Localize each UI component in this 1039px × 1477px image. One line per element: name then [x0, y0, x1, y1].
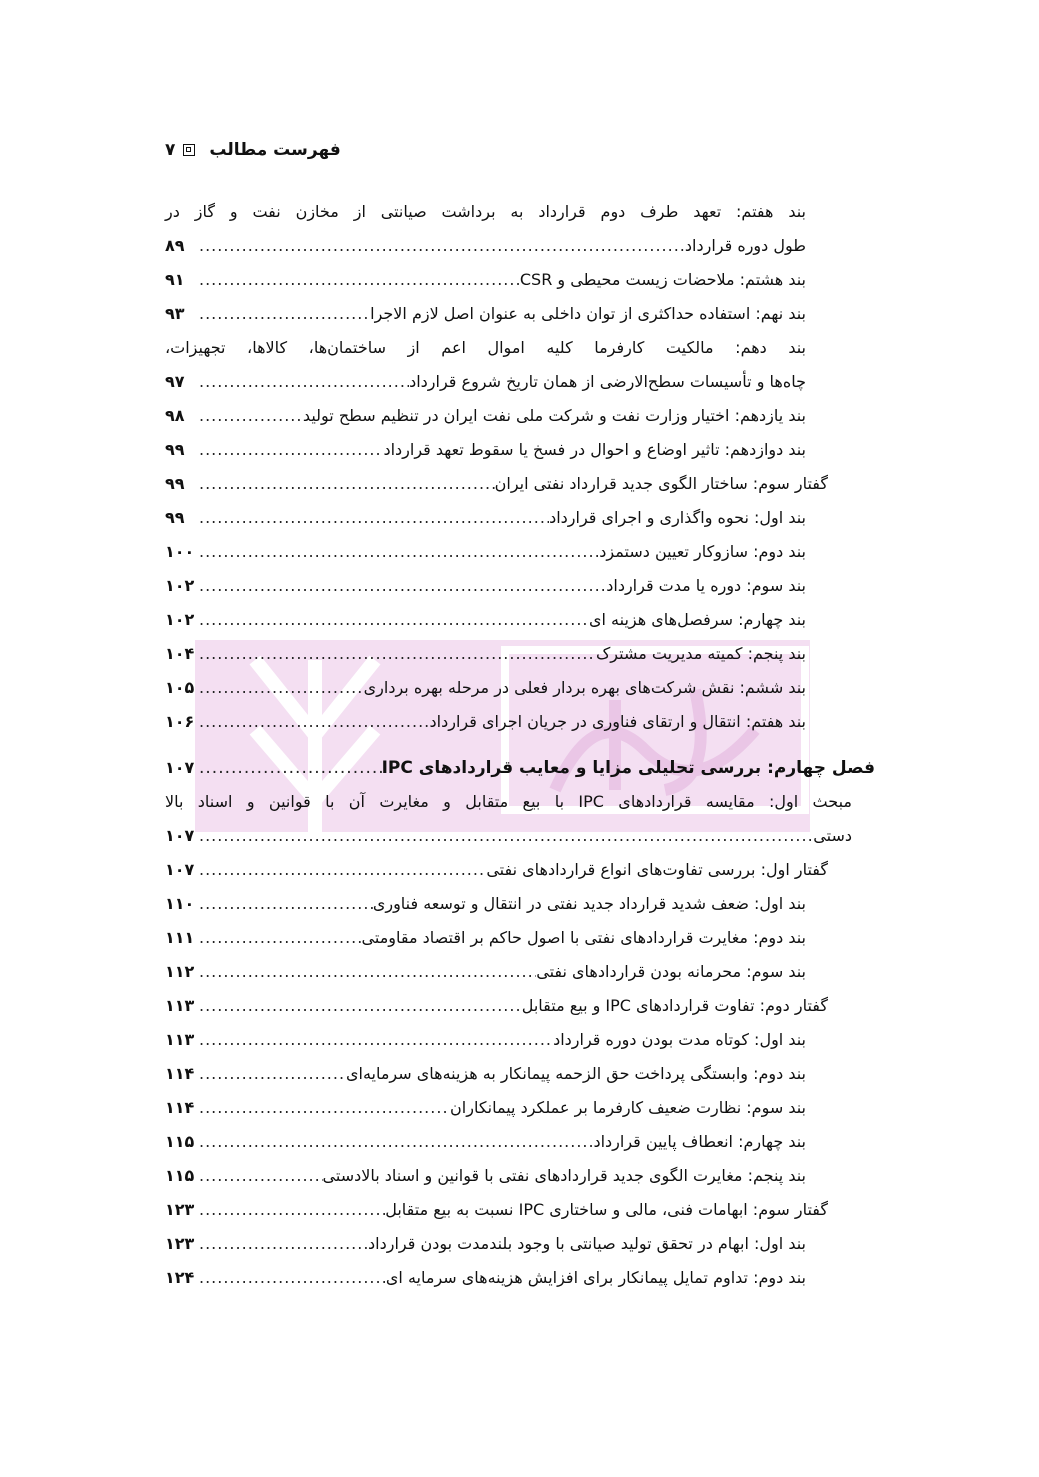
toc-entry[interactable]: [165, 785, 875, 819]
toc-entry-page: ۹۳: [165, 304, 185, 323]
toc-entry-page: ۱۱۳: [165, 1030, 195, 1049]
toc-entry-title: بند هفتم: تعهد طرف دوم قرارداد به برداشت صیانتی از مخازن نفت و گاز در: [165, 202, 806, 221]
toc-entry-page: ۹۸: [165, 406, 185, 425]
toc-entry-title: بند دهم: مالکیت کارفرما کلیه اموال اعم از ساختمان‌ها، کالاها، تجهیزات،: [165, 338, 806, 357]
toc-entry[interactable]: [165, 229, 875, 263]
table-of-contents: [165, 195, 875, 1295]
toc-entry[interactable]: [165, 297, 875, 331]
dot-leader: [199, 297, 370, 331]
toc-entry-page: ۱۰۲: [165, 576, 195, 595]
toc-entry[interactable]: [165, 887, 875, 921]
toc-entry-page: ۱۰۷: [165, 758, 195, 777]
dot-leader: [199, 399, 303, 433]
dot-leader: [199, 989, 522, 1023]
toc-entry-page: ۱۱۴: [165, 1098, 195, 1117]
toc-entry[interactable]: [165, 1057, 875, 1091]
dot-leader: [199, 819, 813, 853]
framed-square-icon: [183, 144, 195, 156]
toc-entry[interactable]: [165, 705, 875, 739]
toc-entry-title: بند چهارم: سرفصل‌های هزینه ای: [589, 610, 806, 629]
toc-entry-title: بند هشتم: ملاحضات زیست محیطی و CSR: [519, 270, 806, 289]
header-title: فهرست مطالب: [209, 140, 341, 160]
dot-leader: [199, 1227, 368, 1261]
toc-entry-title: بند پنجم: کمیته مدیریت مشترک: [595, 644, 806, 663]
toc-entry-title: بند سوم: نظارت ضعیف کارفرما بر عملکرد پیمانکاران: [450, 1098, 806, 1117]
toc-entry-page: ۱۱۵: [165, 1166, 195, 1185]
toc-entry-title: گفتار سوم: ابهامات فنی، مالی و ساختاری IPC نسبت به بیع متقابل: [385, 1200, 828, 1219]
toc-entry-title: بند دوازدهم: تاثیر اوضاع و احوال در فسخ یا سقوط تعهد قرارداد: [383, 440, 806, 459]
toc-entry[interactable]: [165, 671, 875, 705]
dot-leader: [199, 853, 486, 887]
toc-entry-title: فصل چهارم: بررسی تحلیلی مزایا و معایب قراردادهای IPC: [381, 758, 875, 778]
dot-leader: [199, 1261, 386, 1295]
dot-leader: [199, 751, 382, 785]
dot-leader: [199, 433, 383, 467]
toc-entry[interactable]: [165, 1125, 875, 1159]
toc-entry-title: بند سوم: دوره یا مدت قرارداد: [606, 576, 806, 595]
toc-entry-title: گفتار اول: بررسی تفاوت‌های انواع قراردادهای نفتی: [486, 860, 828, 879]
page-number: ۷: [165, 140, 176, 160]
toc-entry[interactable]: [165, 1261, 875, 1295]
dot-leader: [199, 467, 495, 501]
dot-leader: [199, 637, 596, 671]
toc-entry-title: بند دوم: سازوکار تعیین دستمزد: [599, 542, 806, 561]
toc-entry-page: ۱۱۱: [165, 928, 195, 947]
toc-entry-page: ۱۰۵: [165, 678, 195, 697]
toc-entry-page: ۱۱۳: [165, 996, 195, 1015]
toc-entry-page: ۱۲۳: [165, 1200, 195, 1219]
toc-entry-title: گفتار سوم: ساختار الگوی جدید قرارداد نفتی ایران: [494, 474, 828, 493]
toc-entry-page: ۱۰۷: [165, 860, 195, 879]
toc-entry[interactable]: [165, 399, 875, 433]
toc-entry[interactable]: [165, 1023, 875, 1057]
dot-leader: [199, 365, 409, 399]
dot-leader: [199, 229, 685, 263]
toc-entry[interactable]: [165, 263, 875, 297]
toc-entry-page: ۱۲۴: [165, 1268, 195, 1287]
toc-entry-page: ۱۰۶: [165, 712, 195, 731]
toc-entry[interactable]: [165, 365, 875, 399]
dot-leader: [199, 603, 589, 637]
toc-entry[interactable]: [165, 955, 875, 989]
dot-leader: [199, 1057, 346, 1091]
running-header: [165, 140, 341, 160]
toc-entry[interactable]: [165, 989, 875, 1023]
toc-entry[interactable]: [165, 433, 875, 467]
toc-entry-title: بند چهارم: انعطاف پایین قرارداد: [593, 1132, 806, 1151]
toc-entry-title: بند دوم: تداوم تمایل پیمانکار برای افزایش هزینه‌های سرمایه ای: [385, 1268, 806, 1287]
toc-entry-page: ۱۰۰: [165, 542, 195, 561]
toc-entry-title: گفتار دوم: تفاوت قراردادهای IPC و بیع متقابل: [521, 996, 828, 1015]
toc-entry[interactable]: [165, 637, 875, 671]
toc-entry[interactable]: [165, 1159, 875, 1193]
toc-entry-page: ۱۱۰: [165, 894, 195, 913]
toc-entry-page: ۱۰۴: [165, 644, 195, 663]
dot-leader: [199, 955, 536, 989]
toc-entry[interactable]: [165, 853, 875, 887]
toc-entry-page: ۱۱۲: [165, 962, 195, 981]
dot-leader: [199, 1125, 593, 1159]
toc-entry-title: بند نهم: استفاده حداکثری از توان داخلی به عنوان اصل لازم الاجرا: [370, 304, 806, 323]
toc-entry-page: ۹۹: [165, 508, 185, 527]
toc-entry[interactable]: [165, 1193, 875, 1227]
toc-entry-page: ۹۹: [165, 474, 185, 493]
toc-entry[interactable]: [165, 751, 875, 785]
dot-leader: [199, 263, 520, 297]
dot-leader: [199, 1193, 385, 1227]
dot-leader: [199, 501, 549, 535]
toc-entry[interactable]: [165, 1227, 875, 1261]
dot-leader: [199, 569, 606, 603]
toc-entry-page: ۸۹: [165, 236, 185, 255]
dot-leader: [199, 887, 373, 921]
toc-entry-title: بند اول: نحوه واگذاری و اجرای قرارداد: [549, 508, 806, 527]
toc-entry[interactable]: [165, 501, 875, 535]
toc-entry-page: ۱۰۷: [165, 826, 195, 845]
toc-entry-title: بند اول: کوتاه مدت بودن دوره قرارداد: [553, 1030, 806, 1049]
toc-entry-title: بند اول: ابهام در تحقق تولید صیانتی با وجود بلندمدت بودن قرارداد: [368, 1234, 806, 1253]
toc-entry-page: ۱۲۳: [165, 1234, 195, 1253]
dot-leader: [199, 671, 364, 705]
toc-entry-title: بند دوم: مغایرت قراردادهای نفتی با اصول حاکم بر اقتصاد مقاومتی: [361, 928, 806, 947]
toc-entry-page: ۱۱۵: [165, 1132, 195, 1151]
dot-leader: [199, 1023, 553, 1057]
toc-entry-title: بند اول: ضعف شدید قرارداد جدید نفتی در انتقال و توسعه فناوری: [372, 894, 806, 913]
toc-entry[interactable]: [165, 467, 875, 501]
toc-entry[interactable]: [165, 331, 875, 365]
dot-leader: [199, 1091, 450, 1125]
toc-entry[interactable]: [165, 535, 875, 569]
toc-entry-title: مبحث اول: مقایسه قراردادهای IPC با بیع متقابل و مغایرت آن با قوانین و اسناد بالا: [165, 792, 852, 811]
toc-entry-title: بند دوم: وابستگی پرداخت حق الزحمه پیمانکار به هزینه‌های سرمایه‌ای: [345, 1064, 806, 1083]
dot-leader: [199, 535, 599, 569]
dot-leader: [199, 1159, 323, 1193]
toc-entry-page: ۹۱: [165, 270, 185, 289]
toc-entry[interactable]: [165, 921, 875, 955]
toc-entry-title: طول دوره قرارداد: [684, 236, 806, 255]
dot-leader: [199, 705, 430, 739]
toc-entry[interactable]: [165, 195, 875, 229]
toc-entry-page: ۱۱۴: [165, 1064, 195, 1083]
toc-entry[interactable]: [165, 1091, 875, 1125]
toc-entry-title: بند سوم: محرمانه بودن قراردادهای نفتی: [536, 962, 806, 981]
toc-entry-page: ۱۰۲: [165, 610, 195, 629]
toc-entry[interactable]: [165, 569, 875, 603]
toc-entry[interactable]: [165, 603, 875, 637]
toc-entry-title: چاه‌ها و تأسیسات سطح‌الارضی از همان تاریخ شروع قرارداد: [409, 372, 806, 391]
toc-entry-title: بند هفتم: انتقال و ارتقای فناوری در جریان اجرای قرارداد: [429, 712, 806, 731]
toc-entry-title: بند یازدهم: اختیار وزارت نفت و شرکت ملی نفت ایران در تنظیم سطح تولید: [302, 406, 806, 425]
toc-entry-title: بند ششم: نقش شرکت‌های بهره بردار فعلی در مرحله بهره برداری: [363, 678, 806, 697]
toc-entry[interactable]: [165, 819, 875, 853]
toc-entry-page: ۹۹: [165, 440, 185, 459]
toc-entry-title: بند پنجم: مغایرت الگوی جدید قراردادهای نفتی با قوانین و اسناد بالادستی: [322, 1166, 806, 1185]
toc-entry-title: دستی: [813, 826, 852, 845]
dot-leader: [199, 921, 362, 955]
toc-entry-page: ۹۷: [165, 372, 185, 391]
